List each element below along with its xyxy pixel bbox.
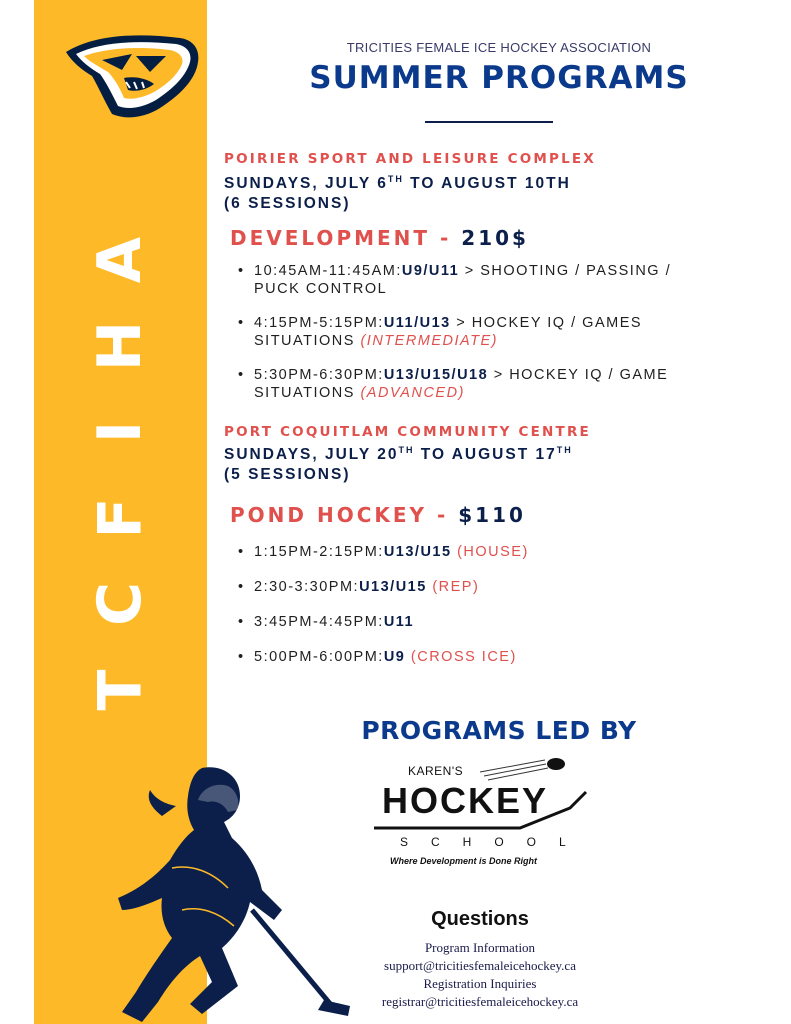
tcfiha-letter: C [84,581,155,627]
questions-title: Questions [431,908,529,930]
karens-hockey-school-logo: KAREN'S HOCKEY SCHOOL Where Development is Done Right [370,752,610,877]
tcfiha-letter: I [84,420,155,444]
venue-poirier: POIRIER SPORT AND LEISURE COMPLEX [224,151,596,167]
program-development: DEVELOPMENT - 210$ [230,226,529,250]
list-item: • 10:45AM-11:45AM:U9/U11 > SHOOTING / PASSING / PUCK CONTROL [236,262,776,298]
tcfiha-letter: A [85,236,155,284]
dates-poirier: SUNDAYS, JULY 6TH TO AUGUST 10TH (6 SESSIONS) [224,174,571,213]
association-name: TRICITIES FEMALE ICE HOCKEY ASSOCIATION [346,40,652,55]
programs-led-by-title: PROGRAMS LED BY [361,716,637,745]
list-item: • 3:45PM-4:45PM:U11 [236,613,776,631]
list-item: • 1:15PM-2:15PM:U13/U15 (HOUSE) [236,543,776,561]
tcfiha-letter: H [85,320,155,372]
list-item: • 5:00PM-6:00PM:U9 (CROSS ICE) [236,648,776,666]
development-list [236,262,776,402]
page-title: SUMMER PROGRAMS [309,60,689,96]
pond-hockey-list [236,543,776,666]
hockey-player-illustration [52,760,352,1024]
tcfiha-letter: T [85,669,155,711]
program-price: 210$ [461,226,529,250]
list-item: • 5:30PM-6:30PM:U13/U15/U18 > HOCKEY IQ / GAME SITUATIONS (ADVANCED) [236,366,776,402]
program-info-label: Program Information [424,940,536,955]
title-divider [425,121,553,123]
list-item: • 2:30-3:30PM:U13/U15 (REP) [236,578,776,596]
registrar-email-link[interactable]: registrar@tricitiesfemaleicehockey.ca [381,994,579,1009]
team-logo-icon [62,30,202,122]
list-item: • 4:15PM-5:15PM:U11/U13 > HOCKEY IQ / GAMES SITUATIONS (INTERMEDIATE) [236,314,776,350]
venue-port-coquitlam: PORT COQUITLAM COMMUNITY CENTRE [224,424,591,440]
dates-port-coquitlam: SUNDAYS, JULY 20TH TO AUGUST 17TH (5 SESSIONS) [224,445,573,484]
program-pond-hockey: POND HOCKEY - $110 [230,503,526,527]
support-email-link[interactable]: support@tricitiesfemaleicehockey.ca [384,958,576,973]
program-price: $110 [458,503,526,527]
tcfiha-vertical-text [84,230,156,720]
registration-label: Registration Inquiries [423,976,537,991]
tcfiha-letter: F [85,497,155,539]
